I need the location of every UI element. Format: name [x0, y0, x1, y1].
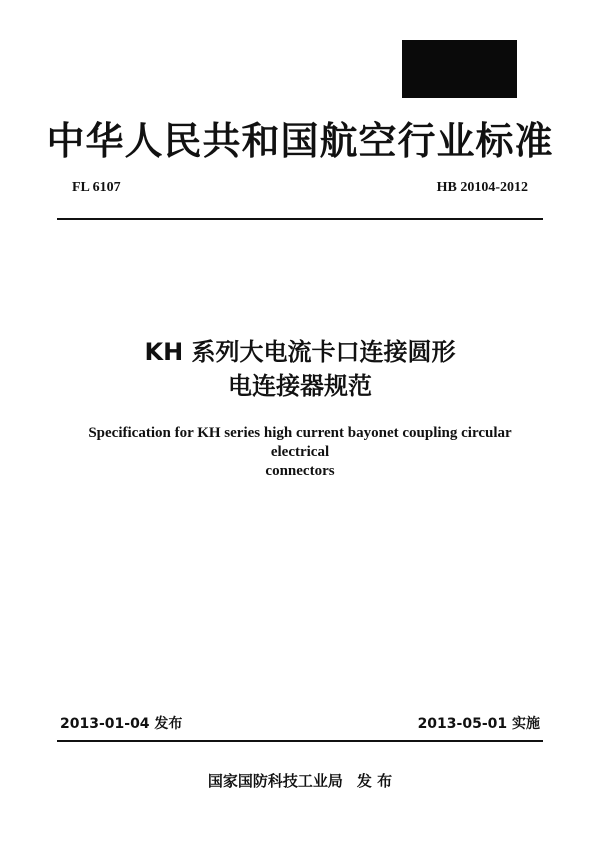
header-divider	[57, 218, 543, 220]
document-title-zh	[0, 335, 600, 403]
document-title-zh-line1: KH 系列大电流卡口连接圆形	[144, 338, 456, 366]
publisher	[0, 770, 600, 791]
standard-number: HB 20104-2012	[436, 180, 528, 195]
publisher-name: 国家国防科技工业局	[207, 772, 343, 790]
redaction-box	[402, 40, 517, 98]
document-title-en	[60, 424, 540, 481]
document-title-en-line1: Specification for KH series high current bayonet coupling circular electrical	[88, 425, 512, 460]
publisher-action: 发 布	[356, 772, 393, 790]
issue-date: 2013-01-04 发布	[60, 716, 183, 732]
footer-divider	[57, 740, 543, 742]
document-title-zh-line2: 电连接器规范	[228, 372, 372, 400]
document-title-en-line2: connectors	[265, 463, 335, 479]
main-title: 中华人民共和国航空行业标准	[46, 119, 554, 163]
classification-code: FL 6107	[72, 180, 121, 195]
implement-date: 2013-05-01 实施	[417, 716, 540, 732]
